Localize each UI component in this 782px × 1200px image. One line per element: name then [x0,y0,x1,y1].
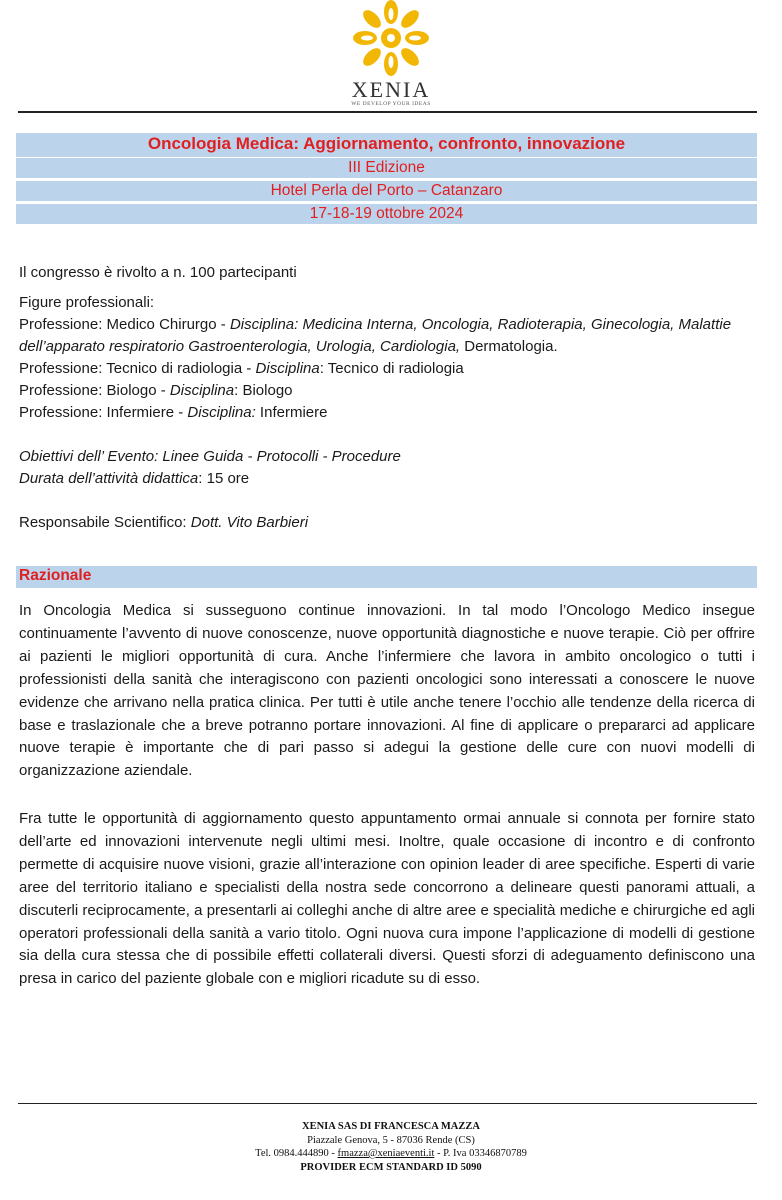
event-dates: 17-18-19 ottobre 2024 [16,204,757,224]
profession-label: Professione: Tecnico di radiologia - [19,360,256,377]
objectives-text [19,446,764,468]
event-edition: III Edizione [16,158,757,178]
footer-divider [18,1103,757,1104]
scientific-lead-name: Dott. Vito Barbieri [190,514,309,531]
profession-tecnico [19,358,764,380]
footer [0,1120,782,1174]
duration-value: : 15 ore [198,470,250,487]
footer-vat: - P. Iva 03346870789 [434,1148,527,1159]
participants-text: Il congresso è rivolto a n. 100 partecipanti [19,264,297,281]
footer-company: XENIA SAS DI FRANCESCA MAZZA [302,1121,480,1132]
discipline-value: Infermiere [255,404,328,421]
scientific-lead-label: Responsabile Scientifico: [19,514,191,531]
lotus-emblem-icon [339,0,443,80]
footer-contacts [0,1147,782,1161]
discipline-list: Disciplina: Medicina Interna, Oncologia, Radioterapia, Ginecologia, Malattie dell’apparato respiratorio Gastroenterologia, Urologia, Cardiologia, [19,316,732,355]
profession-biologo [19,380,764,402]
event-title: Oncologia Medica: Aggiornamento, confronto, innovazione [16,133,757,157]
xenia-logo [331,0,451,112]
logo-wordmark: XENIA [351,77,431,102]
profession-medico [19,314,764,358]
logo-tagline: WE DEVELOP YOUR IDEAS [351,101,431,107]
profession-label: Professione: Biologo - [19,382,170,399]
footer-provider: PROVIDER ECM STANDARD ID 5090 [300,1161,482,1173]
discipline-value: : Biologo [234,382,293,399]
rationale-paragraph-2: Fra tutte le opportunità di aggiornamento questo appuntamento ormai annuale si connota per fornire stato dell’arte ed innovazioni intervenute negli ultimi mesi. Inoltre, quale occasione di incontro e di confronto permette di acquisire nuove visioni, grazie all’interazione con opinion leader di aree specifiche. Esperti di varie aree del territorio italiano e specialisti della nostra sede concorrono a delineare questi panorami attuali, a discuterli reciprocamente, a presentarli ai colleghi anche di altre aree e specialità mediche e chirurgiche ed agli operatori professionali della sanità a vario titolo. Ogni nuova cura impone l’applicazione di modelli di gestione sia della cura stessa che di possibile effetti collaterali diversi. Questi sforzi di adeguamento definiscono una presa in carico del paziente globale con e migliori ricadute su di esso. [19,810,755,988]
header-divider [18,111,757,113]
section-title: Razionale [19,567,92,584]
discipline-extra: Dermatologia. [460,338,558,355]
event-venue: Hotel Perla del Porto – Catanzaro [16,181,757,201]
profession-label: Professione: Medico Chirurgo - [19,316,230,333]
section-header-razionale [16,566,757,588]
duration-label: Durata dell’attività didattica [19,470,199,487]
figures-label: Figure professionali: [19,294,155,311]
duration-text [19,468,764,490]
profession-label: Professione: Infermiere - [19,404,188,421]
footer-address: Piazzale Genova, 5 - 87036 Rende (CS) [307,1134,475,1146]
objectives-value: Obiettivi dell’ Evento: Linee Guida - Protocolli - Procedure [19,448,401,465]
discipline-value: : Tecnico di radiologia [319,360,464,377]
discipline-label: Disciplina [169,382,235,399]
event-title-block [16,133,757,226]
scientific-lead [19,512,764,534]
discipline-label: Disciplina: [187,404,256,421]
footer-tel: Tel. 0984.444890 - [255,1148,338,1159]
profession-infermiere [19,402,764,424]
discipline-label: Disciplina [255,360,320,377]
event-info [19,262,764,534]
footer-email-link[interactable]: fmazza@xeniaeventi.it [337,1148,435,1159]
rationale-paragraph-1: In Oncologia Medica si susseguono continue innovazioni. In tal modo l’Oncologo Medico insegue continuamente l’avvento di nuove conoscenze, nuove opportunità diagnostiche e nuove terapie. Ciò per offrire ai pazienti le migliori opportunità di cura. Anche l’infermiere che lavora in ambito oncologico o tutti i professionisti della sanità che interagiscono con pazienti oncologici sono interessati a conoscere le nuove evidenze che arrivano nella pratica clinica. Per tutti è utile anche tenere l’occhio alle tendenze della ricerca di base e traslazionale che a breve potranno portare innovazioni. Al fine di applicare o prepararci ad applicare nuove terapie è importante che di pari passo si adegui la gestione delle cure con nuovi modelli di organizzazione aziendale. [19,602,755,780]
